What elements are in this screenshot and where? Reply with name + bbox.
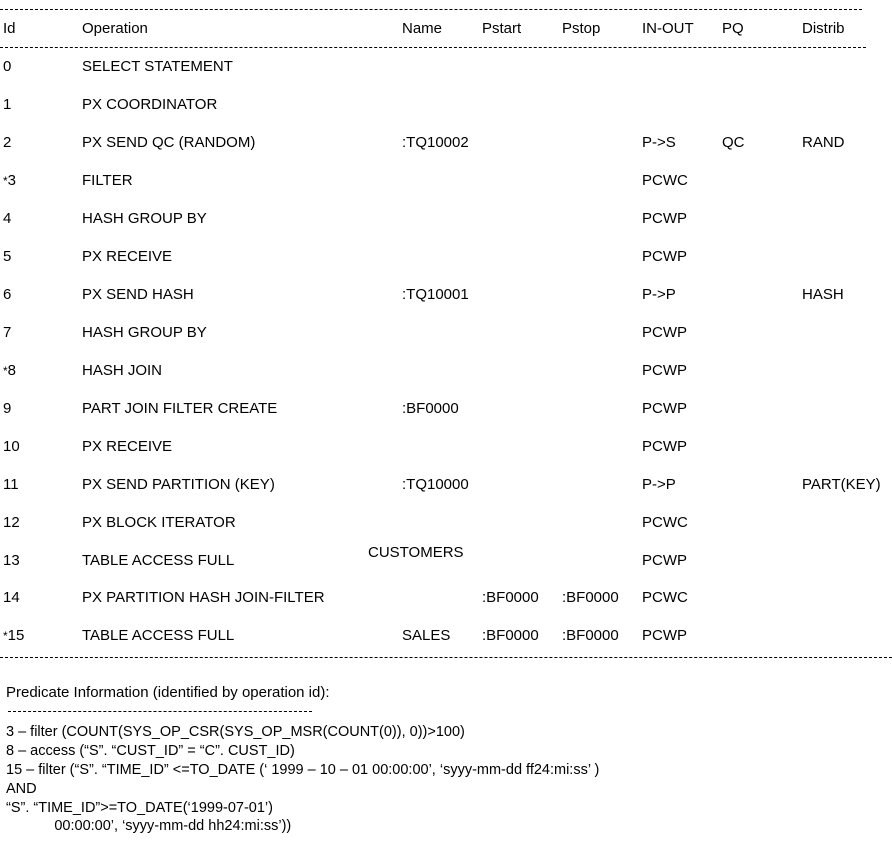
row-distrib: PART(KEY) — [802, 476, 881, 493]
row-in-out: PCWC — [642, 172, 688, 189]
row-id-value: 0 — [3, 58, 12, 75]
row-id — [3, 589, 20, 607]
row-id-value: 13 — [3, 552, 20, 569]
header-name: Name — [402, 20, 443, 37]
row-in-out: PCWP — [642, 248, 687, 265]
row-name: :TQ10001 — [402, 286, 469, 303]
row-in-out: P->P — [642, 286, 676, 303]
row-id — [3, 96, 11, 114]
row-id-value: 15 — [7, 627, 25, 644]
header-divider — [0, 47, 866, 48]
row-id — [3, 552, 20, 570]
row-operation: PX SEND QC (RANDOM) — [82, 134, 256, 151]
plan-header-row — [0, 20, 892, 40]
predicate-line: 15 – filter (“S”. “TIME_ID” <=TO_DATE (‘ 1999 – 10 – 01 00:00:00’, ‘syyy-mm-dd ff24:mi:ss’ ) — [6, 762, 600, 778]
header-pstop: Pstop — [562, 20, 601, 37]
row-id-value: 7 — [3, 324, 12, 341]
header-id: Id — [3, 20, 16, 37]
row-id — [3, 248, 11, 266]
row-id — [3, 438, 20, 456]
row-id-value: 5 — [3, 248, 12, 265]
row-id — [3, 400, 11, 418]
row-in-out: PCWC — [642, 514, 688, 531]
predicate-title: Predicate Information (identified by operation id): — [6, 684, 330, 701]
row-in-out: P->P — [642, 476, 676, 493]
bottom-divider — [0, 657, 892, 658]
plan-row — [0, 172, 892, 192]
header-pstart: Pstart — [482, 20, 522, 37]
header-distrib: Distrib — [802, 20, 845, 37]
row-pstart: :BF0000 — [482, 589, 539, 606]
predicate-marker: * — [3, 629, 8, 643]
row-in-out: PCWP — [642, 362, 687, 379]
plan-row — [0, 286, 892, 306]
row-id-value: 4 — [3, 210, 12, 227]
row-id — [3, 210, 11, 228]
row-in-out: PCWC — [642, 589, 688, 606]
plan-row — [0, 544, 892, 572]
predicate-divider — [8, 711, 312, 712]
row-id-value: 6 — [3, 286, 12, 303]
row-operation: PX BLOCK ITERATOR — [82, 514, 236, 531]
row-in-out: PCWP — [642, 324, 687, 341]
row-id — [3, 362, 16, 380]
row-pstop: :BF0000 — [562, 589, 619, 606]
row-id — [3, 476, 19, 494]
row-in-out: PCWP — [642, 552, 687, 569]
row-in-out: PCWP — [642, 210, 687, 227]
row-in-out: P->S — [642, 134, 676, 151]
row-operation: PX SEND HASH — [82, 286, 194, 303]
row-pstart: :BF0000 — [482, 627, 539, 644]
row-operation: SELECT STATEMENT — [82, 58, 233, 75]
plan-row — [0, 210, 892, 230]
plan-row — [0, 58, 892, 78]
predicate-marker: * — [3, 174, 8, 188]
row-id-value: 12 — [3, 514, 20, 531]
header-pq: PQ — [722, 20, 744, 37]
plan-row — [0, 248, 892, 268]
row-id — [3, 514, 20, 532]
row-operation: HASH GROUP BY — [82, 210, 207, 227]
row-operation: PX SEND PARTITION (KEY) — [82, 476, 275, 493]
predicate-line: 00:00:00’, ‘syyy-mm-dd hh24:mi:ss’)) — [6, 818, 292, 834]
row-name: :TQ10002 — [402, 134, 469, 151]
plan-row — [0, 476, 892, 496]
row-id — [3, 172, 16, 190]
row-id — [3, 58, 11, 76]
header-in-out: IN-OUT — [642, 20, 694, 37]
predicate-line: AND — [6, 781, 37, 797]
plan-row — [0, 362, 892, 382]
row-id-value: 9 — [3, 400, 12, 417]
row-id-value: 2 — [3, 134, 12, 151]
plan-row — [0, 134, 892, 154]
row-pq: QC — [722, 134, 745, 151]
predicate-line: “S”. “TIME_ID”>=TO_DATE(‘1999-07-01’) — [6, 800, 273, 816]
row-in-out: PCWP — [642, 400, 687, 417]
plan-row — [0, 324, 892, 344]
plan-row — [0, 589, 892, 609]
row-operation: TABLE ACCESS FULL — [82, 552, 235, 569]
row-id-value: 1 — [3, 96, 12, 113]
predicate-line: 8 – access (“S”. “CUST_ID” = “C”. CUST_ID) — [6, 743, 295, 759]
row-id-value: 14 — [3, 589, 20, 606]
row-operation: PART JOIN FILTER CREATE — [82, 400, 278, 417]
row-operation: PX RECEIVE — [82, 248, 173, 265]
row-name: CUSTOMERS — [368, 544, 464, 561]
row-operation: PX RECEIVE — [82, 438, 173, 455]
row-id — [3, 134, 11, 152]
row-id — [3, 286, 11, 304]
row-operation: FILTER — [82, 172, 133, 189]
row-in-out: PCWP — [642, 438, 687, 455]
row-operation: PX PARTITION HASH JOIN-FILTER — [82, 589, 325, 606]
row-id-value: 8 — [7, 362, 17, 379]
row-name: :BF0000 — [402, 400, 459, 417]
row-name: :TQ10000 — [402, 476, 469, 493]
row-id-value: 3 — [7, 172, 17, 189]
row-operation: HASH GROUP BY — [82, 324, 207, 341]
row-distrib: HASH — [802, 286, 844, 303]
row-operation: TABLE ACCESS FULL — [82, 627, 235, 644]
row-name: SALES — [402, 627, 451, 644]
row-operation: HASH JOIN — [82, 362, 163, 379]
row-id — [3, 324, 11, 342]
plan-row — [0, 627, 892, 647]
row-in-out: PCWP — [642, 627, 687, 644]
row-pstop: :BF0000 — [562, 627, 619, 644]
plan-row — [0, 438, 892, 458]
row-id — [3, 627, 24, 645]
top-divider — [0, 9, 862, 10]
row-operation: PX COORDINATOR — [82, 96, 218, 113]
predicate-marker: * — [3, 364, 8, 378]
plan-row — [0, 96, 892, 116]
row-id-value: 11 — [3, 476, 19, 493]
plan-row — [0, 514, 892, 534]
plan-row — [0, 400, 892, 420]
row-id-value: 10 — [3, 438, 20, 455]
predicate-line: 3 – filter (COUNT(SYS_OP_CSR(SYS_OP_MSR(COUNT(0)), 0))>100) — [6, 724, 465, 740]
row-distrib: RAND — [802, 134, 845, 151]
header-operation: Operation — [82, 20, 148, 37]
